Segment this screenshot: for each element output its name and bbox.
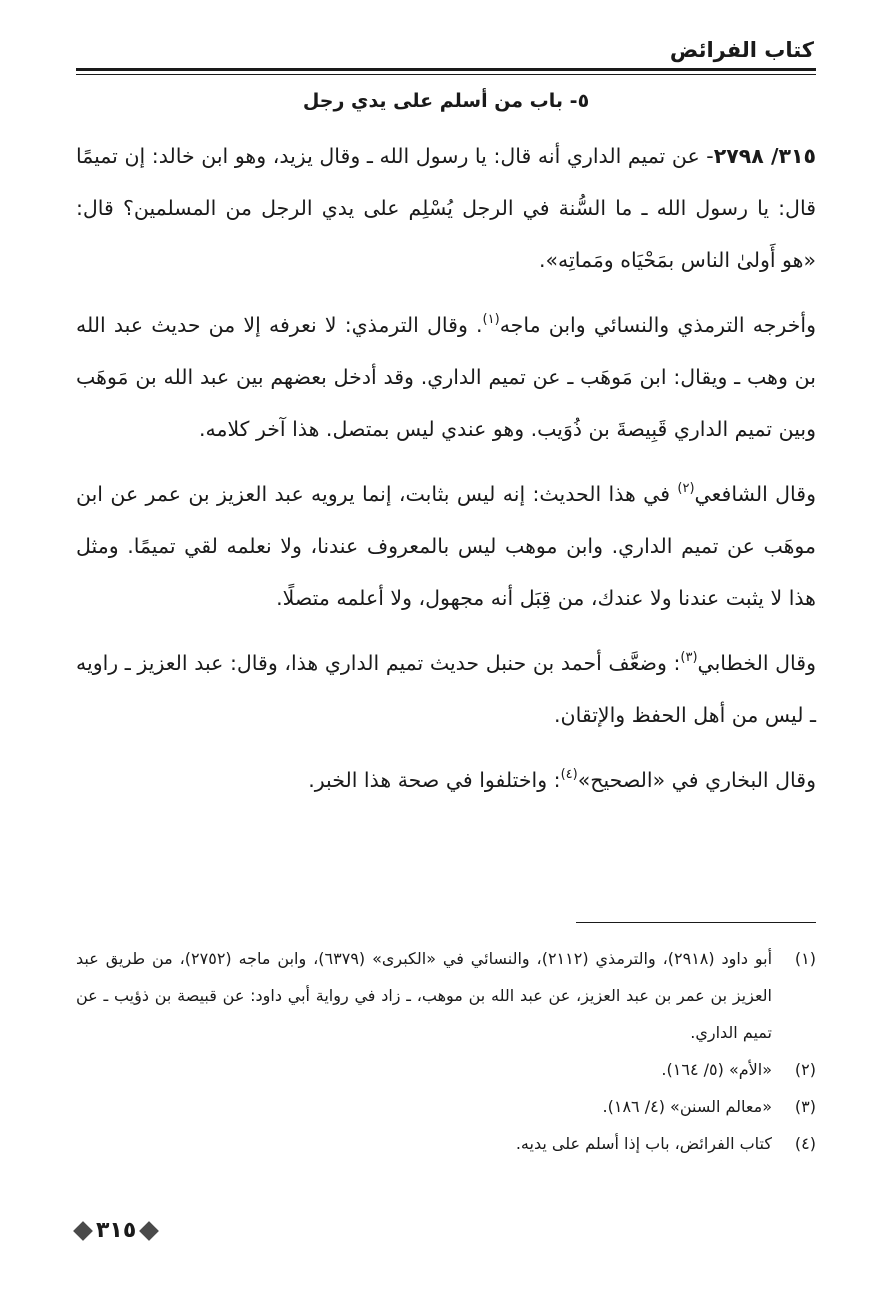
page-header — [76, 38, 816, 68]
footnote-separator — [576, 922, 816, 923]
chapter-title: ٥- باب من أسلم على يدي رجل — [302, 90, 590, 112]
paragraph-text: وقال الشافعي — [694, 482, 816, 506]
footnote-text: كتاب الفرائض، باب إذا أسلم على يديه. — [515, 1134, 772, 1153]
footnote-text: «الأم» (٥/ ١٦٤). — [661, 1060, 772, 1079]
header-rule-thick — [76, 68, 816, 71]
footnote — [76, 940, 816, 1051]
paragraph-text: . وقال الترمذي: لا نعرفه إلا من حديث عبد الله بن وهب ـ ويقال: ابن مَوهَب ـ عن تميم الداري. وقد أدخل بعضهم بين عبد الله بن مَوهَب وبين تميم الداري قَبِيصةَ بن ذُوَيب. وهو عندي ليس بمتصل. هذا آخر كلامه. — [76, 313, 816, 441]
footnotes — [76, 940, 816, 1162]
footnote-number: (١) — [794, 949, 816, 968]
hadith-paragraph — [76, 130, 816, 286]
footnote — [76, 1125, 816, 1162]
paragraph-text: في هذا الحديث: إنه ليس بثابت، إنما يرويه عبد العزيز بن عمر عن ابن موهَب عن تميم الداري. وابن موهب ليس بالمعروف عندنا، ولا نعلمه لقي تميمًا. ومثل هذا لا يثبت عندنا ولا عندك، من قِبَل أنه مجهول، ولا أعلمه متصلًا. — [76, 482, 816, 610]
footnote-ref[interactable]: (٣) — [680, 650, 698, 665]
paragraph-text: وقال الخطابي — [697, 651, 817, 675]
footnote-ref[interactable]: (١) — [482, 312, 500, 327]
header-rule-thin — [76, 74, 816, 75]
commentary-paragraph — [76, 754, 816, 806]
main-text — [76, 130, 816, 806]
paragraph-text: وأخرجه الترمذي والنسائي وابن ماجه — [499, 313, 816, 337]
footnote-ref[interactable]: (٤) — [560, 767, 578, 782]
footnote-number: (٤) — [794, 1134, 816, 1153]
hadith-text: - عن تميم الداري أنه قال: يا رسول الله ـ وقال يزيد، وهو ابن خالد: إن تميمًا قال: يا رسول الله ـ ما السُّنة في الرجل يُسْلِم على يدي الرجل من المسلمين؟ قال: «هو أَولىٰ الناس بمَحْيَاه ومَماتِه». — [76, 144, 816, 272]
hadith-number: ٣١٥/ ٢٧٩٨ — [713, 144, 817, 168]
commentary-paragraph — [76, 637, 816, 741]
footnote — [76, 1051, 816, 1088]
page-number — [76, 1218, 156, 1243]
footnote-text: «معالم السنن» (٤/ ١٨٦). — [602, 1097, 772, 1116]
page-number-text: ٣١٥ — [96, 1218, 137, 1243]
footnote-ref[interactable]: (٢) — [677, 481, 695, 496]
commentary-paragraph — [76, 468, 816, 624]
ornament-icon — [73, 1221, 93, 1241]
paragraph-text: : وضعَّف أحمد بن حنبل حديث تميم الداري هذا، وقال: عبد العزيز ـ راويه ـ ليس من أهل الحفظ والإتقان. — [76, 651, 816, 727]
footnote — [76, 1088, 816, 1125]
footnote-number: (٣) — [794, 1097, 816, 1116]
page — [76, 0, 816, 1290]
running-title: كتاب الفرائض — [669, 38, 814, 62]
footnote-text: أبو داود (٢٩١٨)، والترمذي (٢١١٢)، والنسائي في «الكبرى» (٦٣٧٩)، وابن ماجه (٢٧٥٢)، من طريق عبد العزيز بن عمر بن عبد العزيز، عن عبد الله بن موهب، ـ زاد في رواية أبي داود: عن قبيصة بن ذؤيب ـ عن تميم الداري. — [76, 949, 773, 1042]
commentary-paragraph — [76, 299, 816, 455]
paragraph-text: وقال البخاري في «الصحيح» — [577, 768, 816, 792]
footnote-number: (٢) — [794, 1060, 816, 1079]
ornament-icon — [139, 1221, 159, 1241]
paragraph-text: : واختلفوا في صحة هذا الخبر. — [308, 768, 561, 792]
